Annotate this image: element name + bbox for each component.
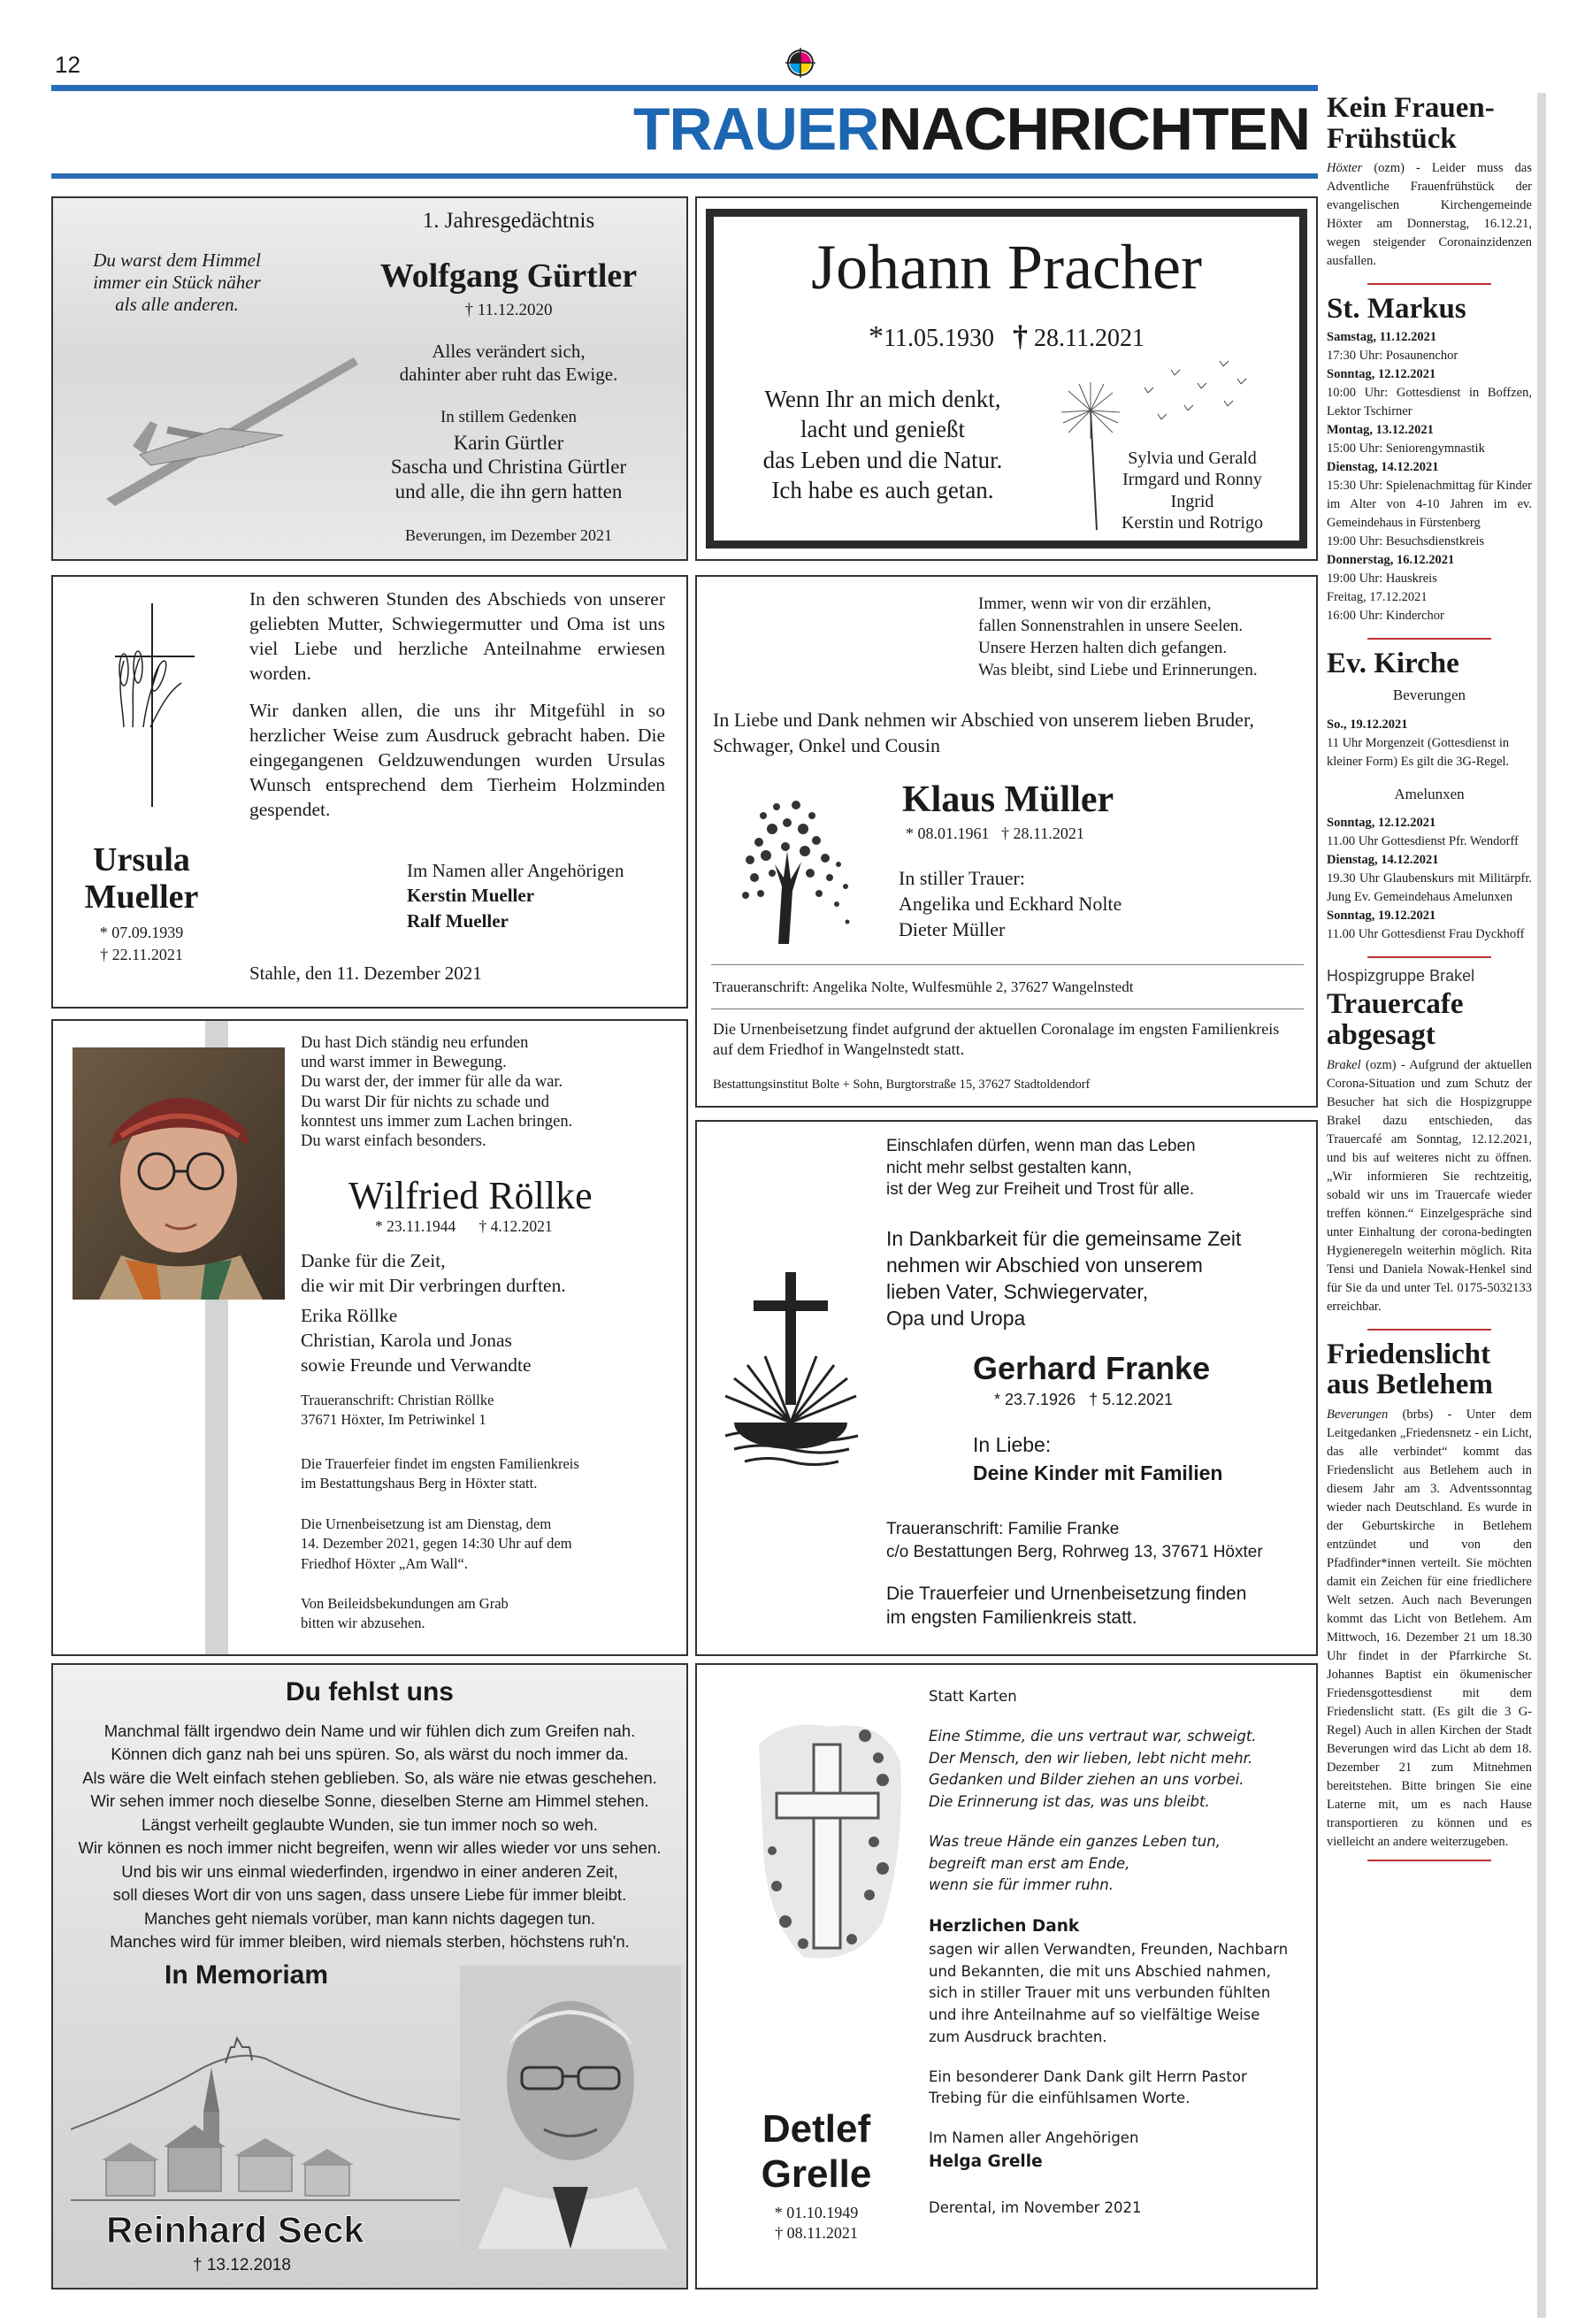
life-dates: * 08.01.1961 † 28.11.2021	[906, 825, 1084, 842]
deceased-first-name: Detlef	[762, 2107, 871, 2151]
verse: Einschlafen dürfen, wenn man das Leben nicht mehr selbst gestalten kann, ist der Weg zur Freiheit und Trost für alle.	[886, 1137, 1196, 1200]
life-dates: *11.05.1930 † 28.11.2021	[869, 320, 1144, 353]
kicker: Hospizgruppe Brakel	[1327, 967, 1475, 986]
subheading: Beverungen	[1392, 686, 1466, 703]
place-date: Stahle, den 11. Dezember 2021	[249, 963, 482, 984]
sidebar-news	[1327, 93, 1546, 2318]
family: Deine Kinder mit Familien	[973, 1461, 1223, 1484]
cross-ivy-icon	[750, 1709, 909, 1975]
note-condolences: Von Beileidsbekundungen am Grab bitten wir abzusehen.	[301, 1595, 509, 1632]
separator	[1367, 1860, 1491, 1861]
mourners: Karin Gürtler Sascha und Christina Gürtler und alle, die ihn gern hatten	[390, 431, 627, 502]
sidebar-bar	[1537, 93, 1546, 2318]
subheading: Amelunxen	[1394, 785, 1465, 802]
thanks: Danke für die Zeit, die wir mit Dir verbringen durften.	[301, 1250, 566, 1296]
intro: In Liebe und Dank nehmen wir Abschied von unserem lieben Bruder, Schwager, Onkel und Cousin	[713, 709, 1254, 756]
in-memoriam: In Memoriam	[165, 1960, 329, 1990]
signature: Im Namen aller Angehörigen Kerstin Mueller Ralf Mueller	[407, 860, 624, 932]
verse: Alles verändert sich, dahinter aber ruht das Ewige.	[399, 341, 618, 386]
registration-mark-icon	[785, 48, 815, 78]
burial-note: Die Urnenbeisetzung findet aufgrund der aktuellen Coronalage im engsten Familienkreis auf dem Friedhof in Wangelnstedt statt.	[713, 1020, 1280, 1059]
glider-icon	[88, 322, 380, 525]
separator	[1367, 1329, 1491, 1331]
intro: In stillem Gedenken	[440, 407, 578, 426]
death-date: † 08.11.2021	[775, 2224, 858, 2243]
deceased-name: Gerhard Franke	[973, 1350, 1211, 1386]
deceased-name: Wilfried Röllke	[348, 1174, 593, 1217]
death-date: † 22.11.2021	[100, 945, 183, 963]
place-date: Beverungen, im Dezember 2021	[405, 526, 612, 545]
obituary-guertler	[51, 196, 688, 561]
separator	[1367, 283, 1491, 285]
deceased-last-name: Mueller	[84, 878, 199, 916]
schedule: So., 19.12.2021 11 Uhr Morgenzeit (Gottesdienst in kleiner Form) Es gilt die 3G-Regel.	[1327, 717, 1510, 769]
quote: Du warst dem Himmel immer ein Stück näher als alle anderen.	[93, 249, 261, 316]
occasion: 1. Jahresgedächtnis	[422, 209, 595, 233]
obituary-mueller-klaus	[695, 575, 1318, 1108]
life-dates: * 23.7.1926 † 5.12.2021	[994, 1391, 1174, 1408]
header-rule-bottom	[51, 173, 1318, 179]
news-text: Höxter (ozm) - Leider muss das Adventliche Frauenfrühstück der evangelischen Kirchengemeinde Höxter am Donnerstag, 16.12.21, wegen steigender Coronainzidenzen ausfallen.	[1327, 161, 1532, 269]
schedule: Sonntag, 12.12.2021 11.00 Uhr Gottesdienst Pfr. Wendorff Dienstag, 14.12.2021 19.30 Uhr Glaubenskurs mit Militärpfr. Jung Ev. Gemeindehaus Amelunxen Sonntag, 19.12.2021 11.00 Uhr Gottesdienst Frau Dyckhoff	[1327, 816, 1532, 942]
tree-icon	[723, 780, 856, 948]
deceased-last-name: Grelle	[761, 2151, 872, 2196]
deceased-first-name: Ursula	[93, 841, 190, 878]
text-block: Statt Karten Eine Stimme, die uns vertraut war, schweigt. Der Mensch, den wir lieben, lebt nicht mehr. Gedanken und Bilder ziehen an uns vorbei. Die Erinnerung ist das, was uns bleibt. Was treue Hände ein ganzes Leben tun, begreift man erst am Ende, wenn sie für immer ruhn. Herzlichen Dank sagen wir allen Verwandten, Freunden, Nachbarn und Bekannten, die mit uns Abschied nahmen, sich in stiller Trauer mit uns verbunden fühlten und ihre Anteilnahme auf so vielfältige Weise zum Ausdruck brachten. Ein besonderer Dank Dank gilt Herrn Pastor Trebing für die einfühlsamen Worte. Im Namen aller Angehörigen Helga Grelle Derental, im November 2021	[929, 1688, 1289, 2216]
news-title: Trauercafe abgesagt	[1327, 988, 1464, 1051]
verse: Immer, wenn wir von dir erzählen, fallen Sonnenstrahlen in unsere Seelen. Unsere Herzen halten dich gefangen. Was bleibt, sind Liebe und Erinnerungen.	[978, 594, 1258, 680]
note-ceremony: Die Trauerfeier findet im engsten Familienkreis im Bestattungshaus Berg in Höxter statt.	[301, 1455, 579, 1492]
news-title: St. Markus	[1327, 293, 1466, 326]
obituary-mueller-ursula	[51, 575, 688, 1009]
schedule: Samstag, 11.12.2021 17:30 Uhr: Posaunenchor Sonntag, 12.12.2021 10:00 Uhr: Gottesdienst in Boffzen, Lektor Tschirner Montag, 13.12.2021 15:00 Uhr: Seniorengymnastik Dienstag, 14.12.2021 15:30 Uhr: Spielenachmittag für Kinder im Alter von 4-10 Jahren im ev. Gemeindehaus in Fürstenberg 19:00 Uhr: Besuchsdienstkreis Donnerstag, 16.12.2021 19:00 Uhr: Hauskreis Freitag, 17.12.2021 16:00 Uhr: Kinderchor	[1327, 330, 1532, 624]
life-dates: * 23.11.1944 † 4.12.2021	[375, 1217, 553, 1235]
obituary-grelle	[695, 1663, 1318, 2289]
divider	[711, 964, 1304, 965]
poem: Manchmal fällt irgendwo dein Name und wir fühlen dich zum Greifen nah. Können dich ganz nah bei uns spüren. So, als wärst du noch immer da. Als wäre die Welt einfach stehen geblieben. So, als wäre nie etwas geschehen. Wir sehen immer noch dieselbe Sonne, dieselben Sterne am Himmel stehen. Längst verheilt geglaubte Wunden, sie tun immer noch so weh. Wir können es noch immer nicht begreifen, wenn wir alles wieder vor uns sehen. Und bis wir uns einmal wiederfinden, irgendwo in einer anderen Zeit, soll dieses Wort dir von uns sagen, dass unsere Liebe für immer bleibt. Manches geht niemals vorüber, man kann nichts dagegen tun. Manches wird für immer bleiben, wird niemals sterben, höchstens ruh'n.	[78, 1722, 662, 1952]
mourners: In stiller Trauer: Angelika und Eckhard Nolte Dieter Müller	[899, 867, 1122, 941]
intro: In Dankbarkeit für die gemeinsame Zeit nehmen wir Abschied von unserem lieben Vater, Schwiegervater, Opa und Uropa	[886, 1227, 1242, 1330]
obituary-seck	[51, 1663, 688, 2289]
address: Traueranschrift: Familie Franke c/o Bestattungen Berg, Rohrweg 13, 37671 Höxter	[886, 1520, 1263, 1561]
news-title: Ev. Kirche	[1327, 648, 1459, 680]
ceremony-note: Die Trauerfeier und Urnenbeisetzung finden im engsten Familienkreis statt.	[886, 1584, 1247, 1629]
verse: Du hast Dich ständig neu erfunden und warst immer in Bewegung. Du warst der, der immer für alle da war. Du warst Dir für nichts zu schade und konntest uns immer zum Lachen bringen. Du warst einfach besonders.	[301, 1034, 573, 1150]
birth-date: * 07.09.1939	[99, 923, 184, 941]
deceased-name: Klaus Müller	[902, 779, 1114, 820]
news-text: Brakel (ozm) - Aufgrund der aktuellen Corona-Situation und zum Schutz der Besucher hat sich die Hospizgruppe Brakel dazu entschieden, das Trauercafé am Sonntag, 12.12.2021, und bis auf weiteres nicht zu öffnen. „Wir informieren Sie rechtzeitig, sobald wir uns im Trauercafe wieder treffen können.“ Einzelgespräche sind unter Einhaltung der corona-bedingten Hygieneregeln weiterhin möglich. Rita Tensi und Daniela Nowak-Henkel sind für Sie da und unter Tel. 0175-5032133 erreichbar.	[1327, 1057, 1532, 1314]
deceased-name: Wolfgang Gürtler	[379, 257, 638, 295]
mourners: Sylvia und Gerald Irmgard und Ronny Ingrid Kerstin und Rotrigo	[1122, 449, 1263, 533]
title: Du fehlst uns	[285, 1677, 454, 1707]
obituary-franke	[695, 1120, 1318, 1656]
portrait-photo	[73, 1047, 285, 1300]
news-title: Kein Frauen- Frühstück	[1327, 92, 1495, 155]
address: Traueranschrift: Christian Röllke 37671 Höxter, Im Petriwinkel 1	[301, 1392, 494, 1429]
news-text: Beverungen (brbs) - Unter dem Leitgedanken „Friedensnetz - ein Licht, das alle verbindet“ kommt das Friedenslicht aus Betlehem auch in diesem Jahr am 3. Adventssonntag wieder nach Deutschland. Es wurde in der Geburtskirche in Betlehem entzündet und von den Pfadfinder*innen verteilt. Sie möchten damit ein Zeichen für eine friedlichere Welt setzen. Auch nach Beverungen kommt das Licht von Betlehem. Am Mittwoch, 16. Dezember 21 um 18.30 Uhr findet in der Pfarrkirche St. Johannes Baptist ein ökumenischer Friedensgottesdienst mit dem Friedenslicht statt. (Es gilt die 3 G-Regel) Auch in allen Kirchen der Stadt Beverungen wird das Licht ab dem 18. Dezember 21 zum Mitnehmen bereitstehen. Bitte bringen Sie eine Laterne mit, um es nach Hause transportieren zu können und es vielleicht an andere weiterzugeben.	[1327, 1407, 1532, 1850]
deceased-name: Johann Pracher	[811, 232, 1202, 303]
note-burial: Die Urnenbeisetzung ist am Dienstag, dem 14. Dezember 2021, gegen 14:30 Uhr auf dem Friedhof Höxter „Am Wall“.	[301, 1515, 572, 1572]
separator	[1367, 638, 1491, 640]
obituary-pracher	[695, 196, 1318, 561]
cross-sunrise-icon	[716, 1272, 867, 1476]
deceased-name: Reinhard Seck	[106, 2209, 364, 2251]
undertaker: Bestattungsinstitut Bolte + Sohn, Burgtorstraße 15, 37627 Stadtoldendorf	[713, 1078, 1091, 1092]
page-number: 12	[55, 51, 80, 78]
thanks-text: In den schweren Stunden des Abschieds von unserer geliebten Mutter, Schwiegermutter und Oma ist uns viel Liebe und herzliche Anteilnahme erwiesen worden. Wir danken allen, die uns ihr Mitgefühl in so herzlicher Weise zum Ausdruck gebracht haben. Die eingegangenen Geldzuwendungen wurden Ursulas Wunsch entsprechend dem Tierheim Holzminden gespendet.	[249, 588, 665, 820]
address: Traueranschrift: Angelika Nolte, Wulfesmühle 2, 37627 Wangelnstedt	[713, 978, 1134, 995]
page-title: TRAUERNACHRICHTEN	[633, 96, 1310, 163]
death-date: † 11.12.2020	[464, 301, 553, 319]
obituary-roellke	[51, 1019, 688, 1656]
village-sketch-icon	[71, 2006, 469, 2227]
birth-date: * 01.10.1949	[774, 2204, 859, 2222]
verse: Wenn Ihr an mich denkt, lacht und genießt das Leben und die Natur. Ich habe es auch getan.	[762, 386, 1003, 503]
death-date: † 13.12.2018	[193, 2256, 291, 2274]
news-title: Friedenslicht aus Betlehem	[1327, 1338, 1493, 1401]
love: In Liebe:	[973, 1433, 1052, 1456]
separator	[1367, 956, 1491, 958]
portrait-photo	[460, 1966, 681, 2249]
header-rule-top	[51, 85, 1318, 91]
mourners: Erika Röllke Christian, Karola und Jonas sowie Freunde und Verwandte	[301, 1305, 532, 1376]
cross-wheat-icon	[97, 603, 203, 807]
